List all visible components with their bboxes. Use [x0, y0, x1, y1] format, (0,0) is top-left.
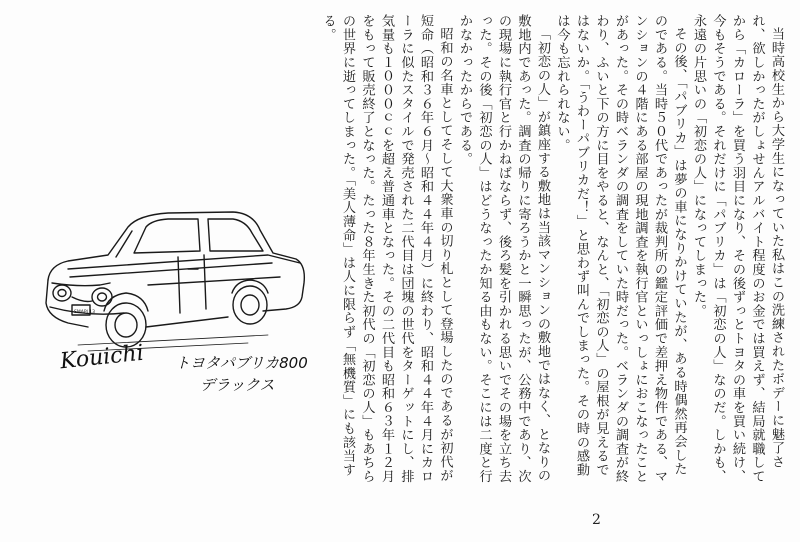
license-plate: SMAPI 13 [74, 310, 96, 315]
illustration-caption-trim: デラックス [200, 376, 275, 394]
paragraph: 当時高校生から大学生になっていた私はこの洗練されたボデーに魅了され、欲しかったがしょせんアルバイト程度のお金では買えず、結局就職してから「カローラ」を買う羽目になり、その後ずっとトヨタの車を買い続け、今もそうである。それだけに「パブリカ」は「初恋の人」なのだ。しかも、永遠の片思いの「初恋の人」になってしまった。 [691, 14, 784, 484]
paragraph: 昭和の名車としてそして大衆車の切り札として登場したのであるが初代が短命（昭和３６年６月～昭和４４年４月）に終わり、昭和４４年４月にカローラに似たスタイルで発売された二代目は団塊の世代をターゲットにし、排気量も１０００ｃｃを超え普通車となった。その二代目も昭和６３年１２月をもって販売終了となった。たった８年生きた初代の「初恋の人」もあちらの世界に逝ってしまった。「美人薄命」は人に限らず「無機質」にも該当する。 [320, 14, 453, 484]
illustration-caption-model: トヨタパブリカ800 [175, 354, 308, 372]
vertical-text-body [320, 14, 786, 484]
signature: Kouichi [58, 340, 145, 375]
paragraph: その後、「パブリカ」は夢の車になりかけていたが、ある時偶然再会したのである。当時５０代であったが裁判所の鑑定評価で差押え物件である、マンションの４階にある部屋の現地調査を執行官といっしょにおこなったことがあった。その時ベランダの調査をしていた時だった。ベランダの調査が終わり、ふいと下の方に目をやると、なんと、「初恋の人」の屋根が見えるではないか。「うわーパブリカだ！」と思わず叫んでしまった。その時の感動は今も忘れられない。 [554, 14, 687, 484]
paragraph: 「初恋の人」が鎮座する敷地は当該マンションの敷地ではなく、となりの敷地内であった。調査の帰りに寄ろうかと一瞬思ったが、公務中であり、次の現場に執行官と行かねばならず、後ろ髪を引かれる思いでその場を立ち去った。その後「初恋の人」はどうなったか知る由もない。そこには二度と行かなかったからである。 [457, 14, 550, 484]
page-number: 2 [592, 512, 601, 528]
